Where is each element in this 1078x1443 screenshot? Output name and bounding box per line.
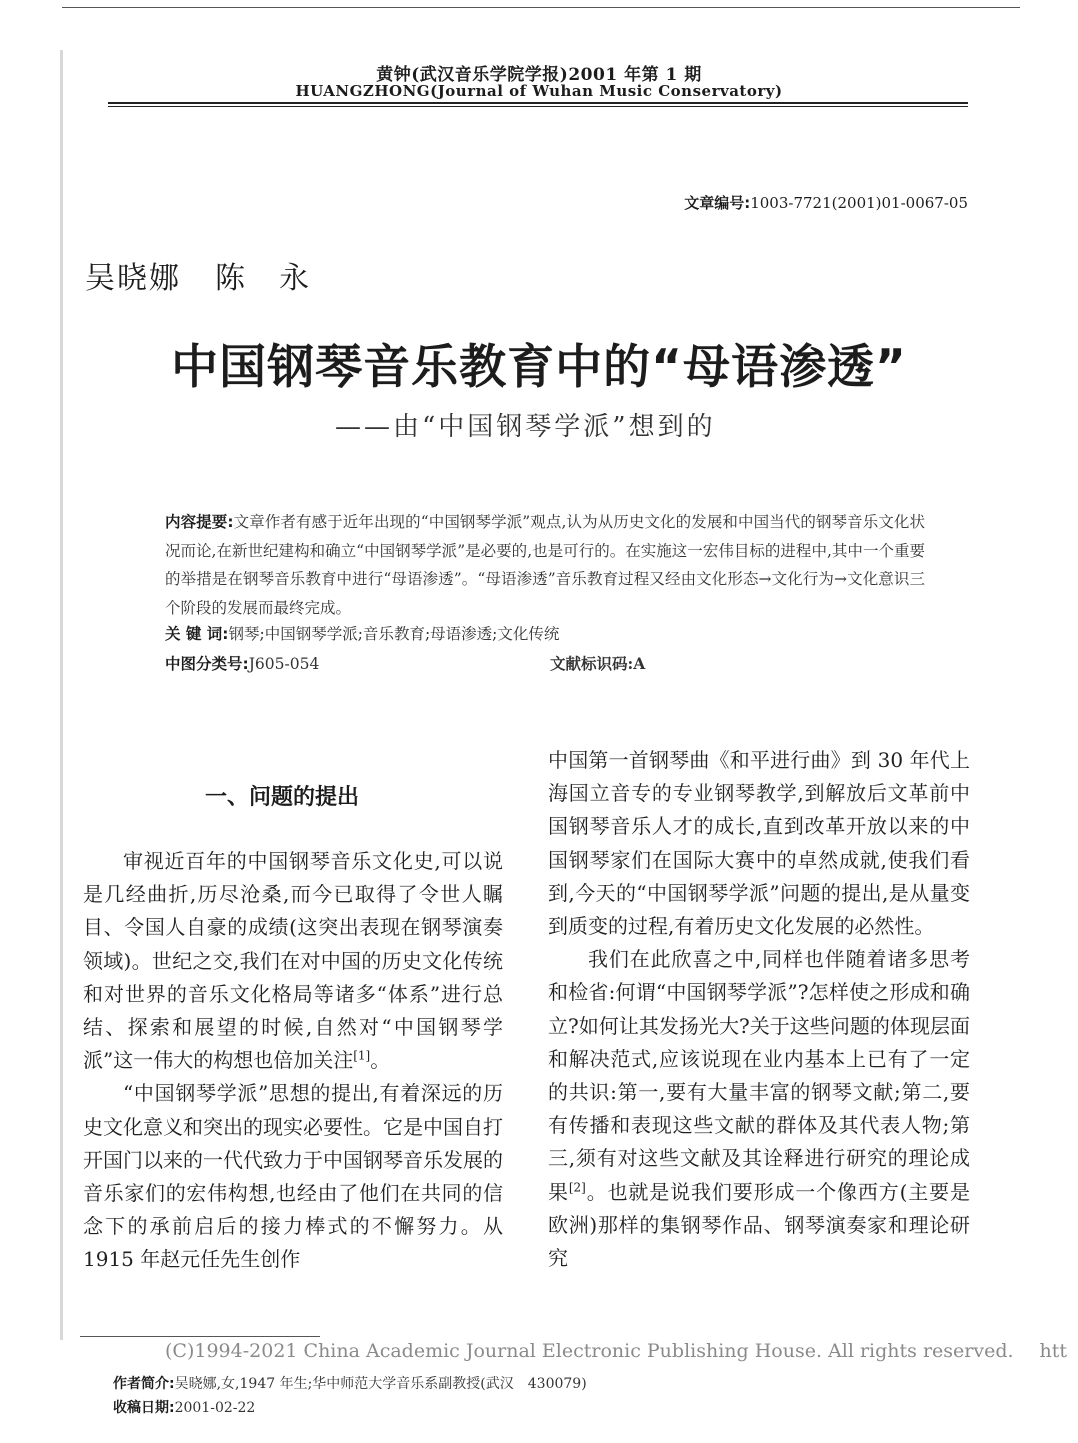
- reference-1: [1]: [353, 1048, 371, 1063]
- right-paragraph-2-end: 。也就是说我们要形成一个像西方(主要是欧洲)那样的集钢琴作品、钢琴演奏家和理论研究: [548, 1179, 970, 1271]
- left-paragraph-1: [83, 845, 503, 1077]
- author-bio-label: 作者简介:: [113, 1376, 175, 1392]
- copyright-tail: htt: [1039, 1340, 1068, 1362]
- footnote-rule: [80, 1336, 320, 1337]
- article-number: [684, 192, 968, 213]
- right-paragraph-1: 中国第一首钢琴曲《和平进行曲》到 30 年代上海国立音专的专业钢琴教学,到解放后文革前中国钢琴音乐人才的成长,直到改革开放以来的中国钢琴家们在国际大赛中的卓然成就,使我们看到,今天的“中国钢琴学派”问题的提出,是从量变到质变的过程,有着历史文化发展的必然性。: [548, 748, 970, 939]
- section-heading: 一、问题的提出: [205, 785, 360, 810]
- left-paragraph-2: “中国钢琴学派”思想的提出,有着深远的历史文化意义和突出的现实必要性。它是中国自打开国门以来的一代代致力于中国钢琴音乐发展的音乐家们的宏伟构想,也经由了他们在共同的信念下的承前启后的接力棒式的不懈努力。从 1915 年赵元任先生创作: [83, 1081, 503, 1272]
- page-edge: [60, 50, 63, 1340]
- right-column: [548, 744, 970, 1275]
- authors: [85, 253, 345, 297]
- document-code: [550, 652, 645, 674]
- reference-2: [2]: [568, 1179, 586, 1194]
- right-paragraph-2-text: 我们在此欣喜之中,同样也伴随着诸多思考和检省:何谓“中国钢琴学派”?怎样使之形成和确立?如何让其发扬光大?关于这些问题的体现层面和解决范式,应该说现在业内基本上已有了一定的共识:第一,要有大量丰富的钢琴文献;第二,要有传播和表现这些文献的群体及其代表人物;第三,须有对这些文献及其诠释进行研究的理论成果: [548, 947, 970, 1204]
- header-rule-thick: [108, 102, 968, 104]
- abstract-text: 文章作者有感于近年出现的“中国钢琴学派”观点,认为从历史文化的发展和中国当代的钢琴音乐文化状况而论,在新世纪建构和确立“中国钢琴学派”是必要的,也是可行的。在实施这一宏伟目标的进程中,其中一个重要的举措是在钢琴音乐教育中进行“母语渗透”。“母语渗透”音乐教育过程又经由文化形态→文化行为→文化意识三个阶段的发展而最终完成。: [165, 513, 925, 617]
- keywords-value: 钢琴;中国钢琴学派;音乐教育;母语渗透;文化传统: [228, 625, 560, 643]
- copyright-text: (C)1994-2021 China Academic Journal Electronic Publishing House. All rights reserved.: [165, 1340, 1014, 1362]
- keywords: [165, 622, 559, 644]
- article-subtitle: ——由“中国钢琴学派”想到的: [335, 412, 716, 442]
- article-number-value: 1003-7721(2001)01-0067-05: [750, 194, 968, 212]
- abstract-label: 内容提要:: [165, 513, 234, 531]
- received-date-label: 收稿日期:: [113, 1400, 175, 1416]
- author-2: 陈 永: [215, 261, 311, 296]
- right-paragraph-2: [548, 943, 970, 1275]
- left-paragraph-1-end: 。: [370, 1048, 391, 1073]
- left-paragraph-1-text: 审视近百年的中国钢琴音乐文化史,可以说是几经曲折,历尽沧桑,而今已取得了令世人瞩目、令国人自豪的成绩(这突出表现在钢琴演奏领域)。世纪之交,我们在对中国的历史文化传统和对世界的音乐文化格局等诸多“体系”进行总结、探索和展望的时候,自然对“中国钢琴学派”这一伟大的构想也倍加关注: [83, 849, 503, 1073]
- author-bio-text: 吴晓娜,女,1947 年生;华中师范大学音乐系副教授(武汉 430079): [174, 1376, 587, 1392]
- classification-value: J605-054: [248, 655, 320, 673]
- journal-header-en: HUANGZHONG(Journal of Wuhan Music Conservatory): [295, 82, 783, 100]
- classification-label: 中图分类号:: [165, 655, 249, 673]
- author-1: 吴晓娜: [85, 261, 181, 296]
- classification-number: [165, 652, 319, 674]
- copyright-line: [165, 1340, 1067, 1362]
- left-column: [83, 845, 503, 1277]
- article-number-label: 文章编号:: [684, 194, 751, 212]
- document-code-value: A: [633, 654, 646, 673]
- keywords-label: 关 键 词:: [165, 625, 229, 643]
- document-code-label: 文献标识码:: [550, 654, 634, 673]
- received-date-value: 2001-02-22: [174, 1400, 256, 1416]
- received-date: [113, 1397, 255, 1417]
- journal-header-cn: 黄钟(武汉音乐学院学报)2001 年第 1 期: [376, 65, 702, 85]
- header-rule-thin: [108, 106, 968, 107]
- abstract: [165, 508, 925, 622]
- article-title: 中国钢琴音乐教育中的“母语渗透”: [171, 340, 907, 395]
- top-border: [62, 7, 1020, 8]
- author-bio: [113, 1373, 587, 1393]
